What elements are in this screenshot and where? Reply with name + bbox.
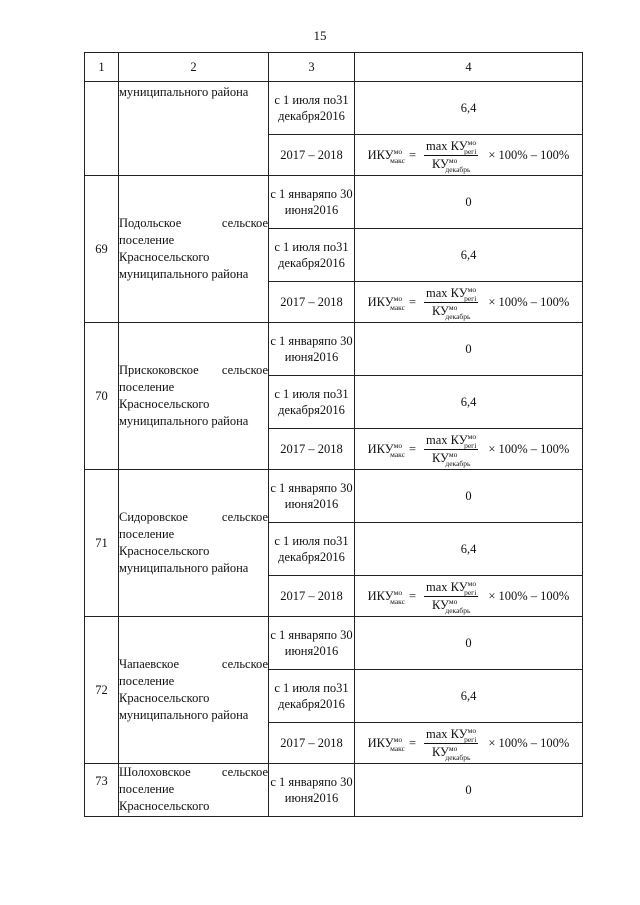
text-line: поселение (119, 782, 175, 796)
text-line: 2017 – 2018 (280, 148, 343, 162)
text-line: Красносельского (119, 799, 210, 813)
period-cell (269, 617, 355, 670)
formula-part: макс (390, 302, 405, 312)
formula-part: ИКУ (367, 147, 394, 162)
text-line: по 30 июня (284, 481, 353, 511)
formula-part: = (408, 735, 416, 750)
formula-part: max КУ (426, 138, 468, 153)
value-cell: 6,4 (355, 82, 583, 135)
formula-part: × 100% – 100% (488, 294, 570, 309)
formula-part: КУ (431, 303, 449, 318)
formula-part: макс (390, 155, 405, 165)
table-row (85, 82, 583, 135)
table-row (85, 764, 583, 817)
tariff-table (84, 52, 583, 817)
formula-part: max КУ (426, 432, 468, 447)
formula (368, 433, 570, 466)
header-row (85, 53, 583, 82)
value-cell: 6,4 (355, 376, 583, 429)
formula-part: макс (390, 449, 405, 459)
text-line: 31 декабря (278, 240, 349, 270)
period-cell (269, 82, 355, 135)
text-line: 2016 (313, 644, 339, 658)
formula-part: декабрь (445, 605, 471, 615)
name-word: Подольское (119, 216, 182, 230)
text-line: муниципального района (119, 708, 249, 722)
text-line: Красносельского (119, 544, 210, 558)
row-number: 72 (85, 617, 119, 764)
period-cell (269, 576, 355, 617)
column-header: 4 (355, 53, 583, 82)
settlement-name (119, 323, 269, 470)
text-line: по 30 июня (284, 187, 353, 217)
formula-part: мо (448, 302, 458, 312)
settlement-name (119, 617, 269, 764)
formula-part: = (408, 294, 416, 309)
formula-part: регі (464, 587, 477, 597)
period-cell (269, 229, 355, 282)
formula-cell (355, 135, 583, 176)
formula-part: max КУ (426, 579, 468, 594)
value-cell: 0 (355, 323, 583, 376)
column-header: 3 (269, 53, 355, 82)
formula-part: мо (448, 743, 458, 753)
settlement-name (119, 764, 269, 817)
text-line: 2016 (313, 203, 339, 217)
name-word: сельское (221, 216, 268, 230)
formula-part: = (408, 147, 416, 162)
text-line: Красносельского (119, 397, 210, 411)
formula-part: мо (467, 578, 477, 588)
text-line: 2016 (319, 256, 345, 270)
formula-part: мо (393, 440, 403, 450)
text-line: муниципального района (119, 414, 249, 428)
formula-part: × 100% – 100% (488, 735, 570, 750)
name-first-line (119, 215, 268, 232)
text-line: с 1 июля по (274, 534, 337, 548)
formula-part: мо (448, 155, 458, 165)
settlement-name (119, 82, 269, 176)
period-cell (269, 282, 355, 323)
formula (368, 727, 570, 760)
name-word: Сидоровское (119, 510, 188, 524)
text-line: по 30 июня (284, 775, 353, 805)
name-first-line (119, 656, 268, 673)
row-number (85, 82, 119, 176)
text-line: муниципального района (119, 267, 249, 281)
formula-part: max КУ (426, 285, 468, 300)
row-number: 69 (85, 176, 119, 323)
text-line: муниципального района (119, 85, 249, 99)
value-cell: 6,4 (355, 523, 583, 576)
period-cell (269, 376, 355, 429)
text-line: 31 декабря (278, 681, 349, 711)
text-line: Красносельского (119, 250, 210, 264)
text-line: поселение (119, 380, 175, 394)
formula-part: мо (467, 431, 477, 441)
name-first-line (119, 764, 268, 781)
value-cell: 6,4 (355, 229, 583, 282)
text-line: по 30 июня (284, 334, 353, 364)
formula-cell (355, 723, 583, 764)
name-first-line (119, 509, 268, 526)
value-cell: 0 (355, 617, 583, 670)
name-word: Чапаевское (119, 657, 180, 671)
name-word: сельское (221, 765, 268, 779)
formula-part: регі (464, 146, 477, 156)
formula-part: макс (390, 743, 405, 753)
period-cell (269, 523, 355, 576)
text-line: с 1 января (270, 628, 325, 642)
formula-part: КУ (431, 744, 449, 759)
period-cell (269, 323, 355, 376)
name-word: Шолоховское (119, 765, 191, 779)
row-number: 70 (85, 323, 119, 470)
text-line: Красносельского (119, 691, 210, 705)
text-line: с 1 января (270, 187, 325, 201)
formula-cell (355, 576, 583, 617)
value-cell: 0 (355, 764, 583, 817)
formula-part: макс (390, 596, 405, 606)
name-first-line (119, 362, 268, 379)
text-line: 2016 (319, 109, 345, 123)
formula-part: регі (464, 293, 477, 303)
formula (368, 139, 570, 172)
text-line: по 30 июня (284, 628, 353, 658)
formula-part: КУ (431, 450, 449, 465)
name-word: сельское (221, 363, 268, 377)
formula-part: мо (393, 293, 403, 303)
formula-part: декабрь (445, 458, 471, 468)
formula-part: КУ (431, 156, 449, 171)
value-cell: 0 (355, 176, 583, 229)
text-line: 2017 – 2018 (280, 589, 343, 603)
name-word: Прискоковское (119, 363, 199, 377)
row-number: 71 (85, 470, 119, 617)
formula-part: мо (467, 284, 477, 294)
value-cell: 0 (355, 470, 583, 523)
formula-part: × 100% – 100% (488, 147, 570, 162)
formula-part: декабрь (445, 164, 471, 174)
text-line: 31 декабря (278, 534, 349, 564)
text-line: с 1 января (270, 775, 325, 789)
formula-part: max КУ (426, 726, 468, 741)
text-line: с 1 июля по (274, 681, 337, 695)
text-line: с 1 июля по (274, 387, 337, 401)
text-line: с 1 января (270, 334, 325, 348)
text-line: поселение (119, 233, 175, 247)
formula-part: декабрь (445, 311, 471, 321)
formula-part: ИКУ (367, 588, 394, 603)
formula-cell (355, 429, 583, 470)
text-line: с 1 июля по (274, 240, 337, 254)
formula (368, 580, 570, 613)
text-line: 2017 – 2018 (280, 442, 343, 456)
column-header: 2 (119, 53, 269, 82)
text-line: 2016 (313, 791, 339, 805)
period-cell (269, 176, 355, 229)
text-line: 2016 (313, 497, 339, 511)
formula-part: ИКУ (367, 735, 394, 750)
formula-part: мо (393, 146, 403, 156)
text-line: 2017 – 2018 (280, 736, 343, 750)
formula-part: ИКУ (367, 441, 394, 456)
value-cell: 6,4 (355, 670, 583, 723)
row-number: 73 (85, 764, 119, 817)
settlement-name (119, 470, 269, 617)
period-cell (269, 470, 355, 523)
formula-cell (355, 282, 583, 323)
text-line: 31 декабря (278, 93, 349, 123)
formula-part: регі (464, 734, 477, 744)
column-header: 1 (85, 53, 119, 82)
text-line: 2016 (313, 350, 339, 364)
text-line: 2016 (319, 697, 345, 711)
formula-part: ИКУ (367, 294, 394, 309)
formula-part: мо (467, 725, 477, 735)
table-row (85, 470, 583, 523)
formula-part: регі (464, 440, 477, 450)
text-line: 31 декабря (278, 387, 349, 417)
text-line: 2017 – 2018 (280, 295, 343, 309)
formula-part: мо (448, 449, 458, 459)
formula-part: КУ (431, 597, 449, 612)
formula-part: декабрь (445, 752, 471, 762)
period-cell (269, 135, 355, 176)
formula-part: = (408, 441, 416, 456)
formula-part: × 100% – 100% (488, 588, 570, 603)
formula-part: = (408, 588, 416, 603)
name-word: сельское (221, 510, 268, 524)
text-line: с 1 июля по (274, 93, 337, 107)
text-line: поселение (119, 674, 175, 688)
formula-part: мо (393, 734, 403, 744)
text-line: 2016 (319, 550, 345, 564)
text-line: 2016 (319, 403, 345, 417)
name-word: сельское (221, 657, 268, 671)
text-line: с 1 января (270, 481, 325, 495)
formula (368, 286, 570, 319)
formula-part: × 100% – 100% (488, 441, 570, 456)
table-row (85, 323, 583, 376)
table-row (85, 617, 583, 670)
period-cell (269, 670, 355, 723)
formula-part: мо (448, 596, 458, 606)
period-cell (269, 723, 355, 764)
text-line: поселение (119, 527, 175, 541)
formula-part: мо (393, 587, 403, 597)
table-row (85, 176, 583, 229)
settlement-name (119, 176, 269, 323)
formula-part: мо (467, 137, 477, 147)
period-cell (269, 429, 355, 470)
text-line: муниципального района (119, 561, 249, 575)
page-number: 15 (313, 28, 327, 43)
period-cell (269, 764, 355, 817)
